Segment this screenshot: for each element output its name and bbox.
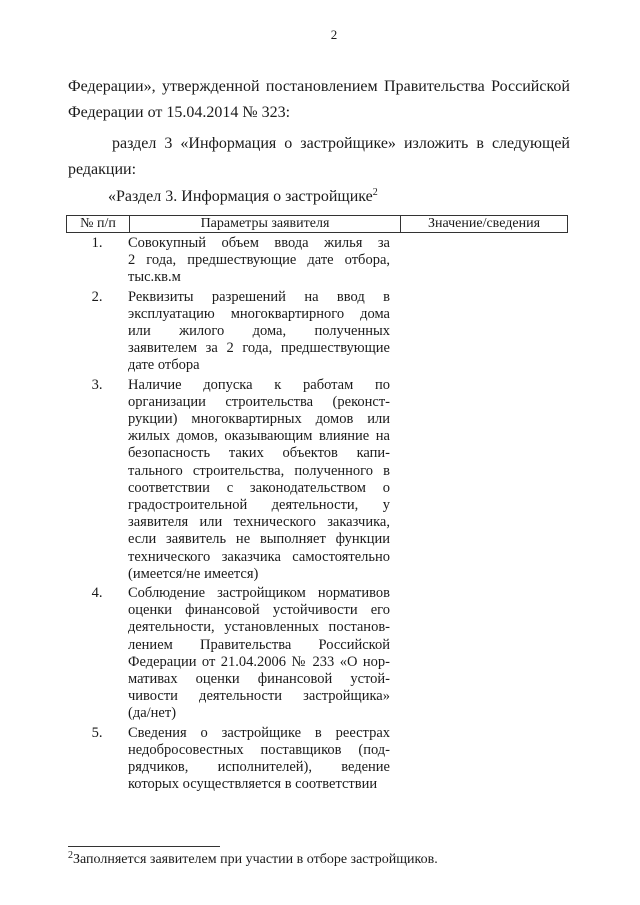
row-text-line: мативах оценки финансовой устой-	[128, 671, 390, 688]
footnote-text: Заполняется заявителем при участии в отборе застройщиков.	[73, 852, 438, 867]
row-parameter-text	[128, 725, 390, 794]
row-text-line: Наличие допуска к работам по	[128, 376, 390, 393]
footnote-divider	[68, 846, 220, 847]
section-title	[108, 187, 378, 206]
row-text-line: Совокупный объем ввода жилья за	[128, 235, 390, 251]
row-text-line: рядчиков, исполнителей), ведение	[128, 759, 390, 776]
footnote-mark: 2	[68, 850, 73, 861]
row-text-line: оценки финансовой устойчивости его	[128, 602, 390, 619]
row-number: 3.	[91, 376, 103, 393]
column-header-value: Значение/сведения	[427, 216, 541, 231]
intro-line: редакции:	[68, 161, 137, 178]
row-text-line: соответствии с законодательством о	[128, 479, 390, 496]
intro-line: раздел 3 «Информация о застройщике» изложить в следующей	[112, 135, 570, 152]
row-text-line: (имеется/не имеется)	[128, 565, 259, 582]
row-text-line: если заявитель не выполняет функции	[128, 531, 390, 548]
intro-paragraph-2	[68, 131, 570, 183]
row-number: 4.	[91, 585, 103, 602]
row-parameter-text	[128, 377, 390, 583]
row-text-line: или жилого дома, полученных	[128, 323, 390, 340]
section-title-text: «Раздел 3. Информация о застройщике	[108, 188, 373, 205]
table-row	[66, 585, 568, 723]
row-text-line: Федерации от 21.04.2006 № 233 «О нор-	[128, 653, 390, 670]
row-number: 2.	[91, 288, 103, 305]
row-text-line: эксплуатацию многоквартирного дома	[128, 305, 390, 322]
table-row	[66, 377, 568, 583]
row-text-line: дате отбора	[128, 357, 200, 374]
column-header-number: № п/п	[67, 216, 130, 232]
row-text-line: тыс.кв.м	[128, 269, 181, 286]
row-parameter-text	[128, 585, 390, 723]
table-row	[66, 289, 568, 375]
intro-paragraph-1	[68, 74, 570, 126]
row-text-line: Реквизиты разрешений на ввод в	[128, 288, 390, 305]
row-text-line: 2 года, предшествующие дате отбора,	[128, 252, 390, 269]
table-row	[66, 725, 568, 794]
row-text-line: Соблюдение застройщиком нормативов	[128, 585, 390, 602]
row-text-line: лением Правительства Российской	[128, 636, 390, 653]
footnote-reference: 2	[372, 187, 378, 198]
row-number: 5.	[91, 724, 103, 741]
row-text-line: заявителем за 2 года, предшествующие	[128, 340, 390, 357]
row-text-line: градостроительной деятельности, у	[128, 497, 390, 514]
row-text-line: чивости деятельности застройщика»	[128, 688, 390, 705]
row-parameter-text	[128, 289, 390, 375]
table-header	[66, 215, 568, 233]
row-text-line: (да/нет)	[128, 705, 177, 722]
row-text-line: которых осуществляется в соответствии	[128, 776, 378, 793]
row-text-line: недобросовестных поставщиков (под-	[128, 741, 390, 758]
row-text-line: безопасность таких объектов капи-	[128, 445, 390, 462]
table-body	[66, 235, 568, 796]
intro-line: Федерации от 15.04.2014 № 323:	[68, 104, 291, 121]
row-text-line: тального строительства, полученного в	[128, 462, 390, 479]
table-row	[66, 235, 568, 287]
row-number: 1.	[91, 235, 103, 251]
row-text-line: жилых домов, оказывающим влияние на	[128, 428, 390, 445]
row-text-line: организации строительства (реконст-	[128, 393, 390, 410]
page-number: 2	[330, 27, 338, 42]
row-text-line: заявителя или технического заказчика,	[128, 514, 390, 531]
row-text-line: Сведения о застройщике в реестрах	[128, 724, 390, 741]
row-text-line: технического заказчика самостоятельно	[128, 548, 390, 565]
intro-line: Федерации», утвержденной постановлением Правительства Российской	[68, 78, 570, 95]
footnote	[68, 850, 438, 868]
row-text-line: деятельности, установленных постанов-	[128, 619, 390, 636]
row-text-line: рукции) многоквартирных домов или	[128, 411, 390, 428]
row-parameter-text	[128, 235, 390, 287]
column-header-parameters: Параметры заявителя	[130, 216, 401, 232]
